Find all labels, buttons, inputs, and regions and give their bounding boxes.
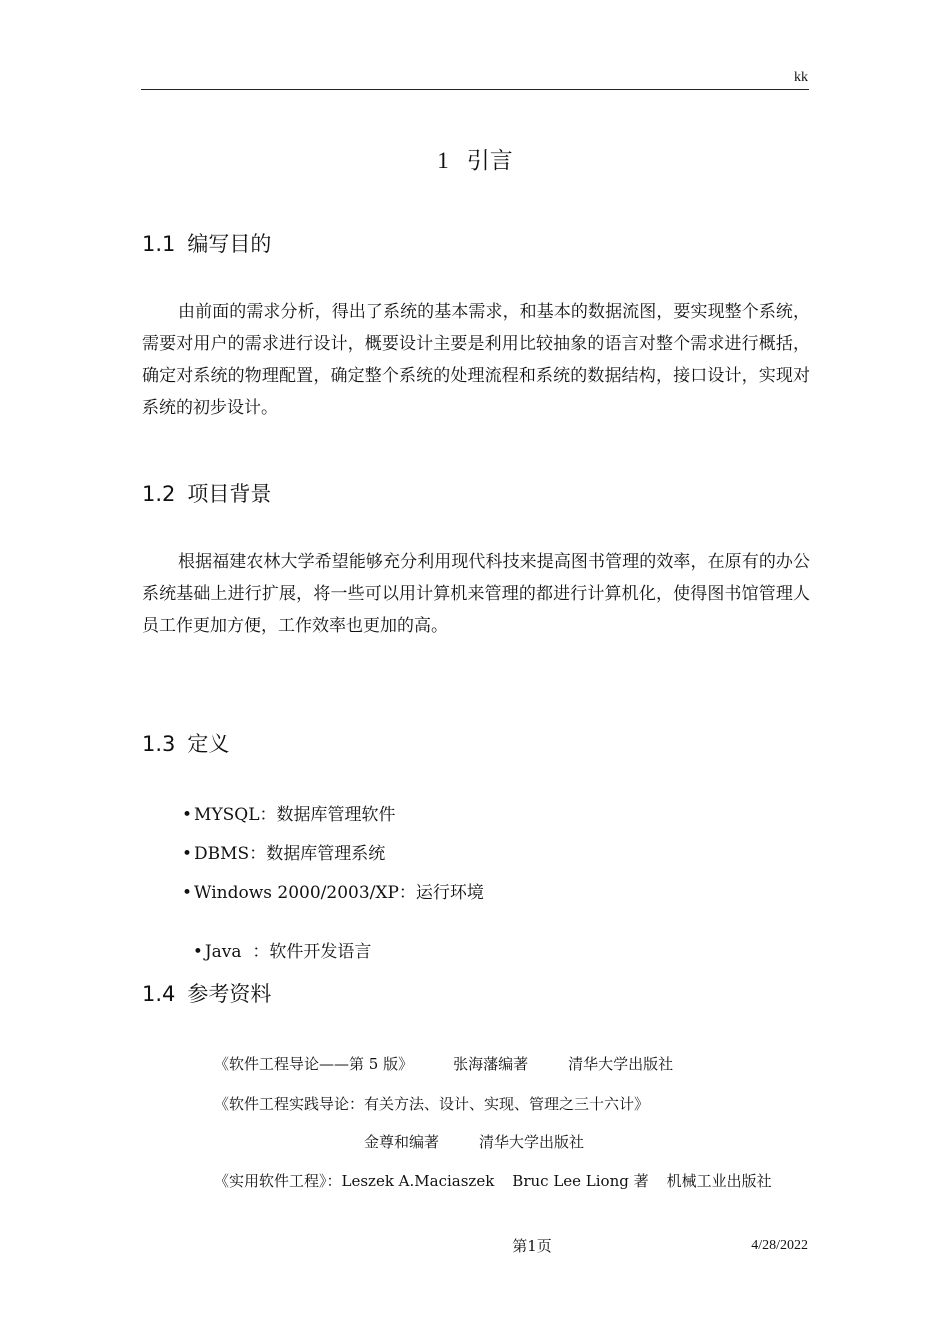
definition-item (182, 878, 484, 903)
definition-item (182, 800, 396, 825)
bullet: • (182, 883, 193, 903)
chapter-title (0, 142, 950, 175)
chapter-number: 1 (437, 148, 449, 173)
section-number: 1.3 (142, 732, 176, 756)
bullet: • (182, 844, 193, 864)
reference-author: Bruc Lee Liong 著 (512, 1172, 649, 1190)
reference-2-meta (364, 1131, 584, 1152)
definition-item (182, 839, 385, 864)
reference-publisher: 清华大学出版社 (479, 1133, 585, 1151)
bullet: • (182, 805, 193, 825)
reference-title: 《实用软件工程》：Leszek A.Maciaszek (214, 1172, 495, 1190)
page-number: 第1页 (512, 1237, 552, 1255)
section-heading-1-2 (142, 478, 271, 508)
chapter-title-text: 引言 (466, 148, 513, 174)
section-heading-1-3 (142, 728, 229, 758)
header-label: kk (794, 70, 808, 85)
definition-text: Windows 2000/2003/XP：运行环境 (194, 883, 484, 903)
section-number: 1.4 (142, 982, 176, 1006)
background-paragraph: 根据福建农林大学希望能够充分利用现代科技来提高图书管理的效率，在原有的办公系统基础上进行扩展，将一些可以用计算机来管理的都进行计算机化，使得图书馆管理人员工作更加方便，工作效率也更加的高。 (142, 552, 810, 636)
definition-text: MYSQL：数据库管理软件 (194, 805, 396, 825)
section-number: 1.2 (142, 482, 176, 506)
section-title: 编写目的 (187, 232, 272, 256)
header-rule (141, 89, 809, 90)
definition-text: Java ：软件开发语言 (204, 942, 372, 962)
definition-item (182, 917, 371, 962)
footer-date: 4/28/2022 (751, 1238, 808, 1253)
definition-text: DBMS：数据库管理系统 (194, 844, 386, 864)
bullet: • (192, 942, 203, 962)
section-heading-1-1 (142, 228, 271, 258)
section-number: 1.1 (142, 232, 176, 256)
reference-author: 金尊和编著 (364, 1133, 440, 1151)
reference-3 (214, 1170, 772, 1191)
section-title: 参考资料 (187, 982, 272, 1006)
reference-publisher: 清华大学出版社 (568, 1055, 674, 1073)
reference-1 (214, 1053, 673, 1074)
section-title: 定义 (187, 732, 230, 756)
reference-2-title: 《软件工程实践导论：有关方法、设计、实现、管理之三十六计》 (214, 1095, 650, 1113)
section-title: 项目背景 (187, 482, 272, 506)
reference-title: 《软件工程导论——第 5 版》 (214, 1055, 414, 1073)
section-heading-1-4 (142, 978, 271, 1008)
purpose-paragraph: 由前面的需求分析，得出了系统的基本需求，和基本的数据流图，要实现整个系统，需要对用户的需求进行设计，概要设计主要是利用比较抽象的语言对整个需求进行概括，确定对系统的物理配置，确定整个系统的处理流程和系统的数据结构，接口设计，实现对系统的初步设计。 (142, 302, 810, 418)
reference-author: 张海藩编著 (453, 1055, 529, 1073)
reference-publisher: 机械工业出版社 (666, 1172, 772, 1190)
